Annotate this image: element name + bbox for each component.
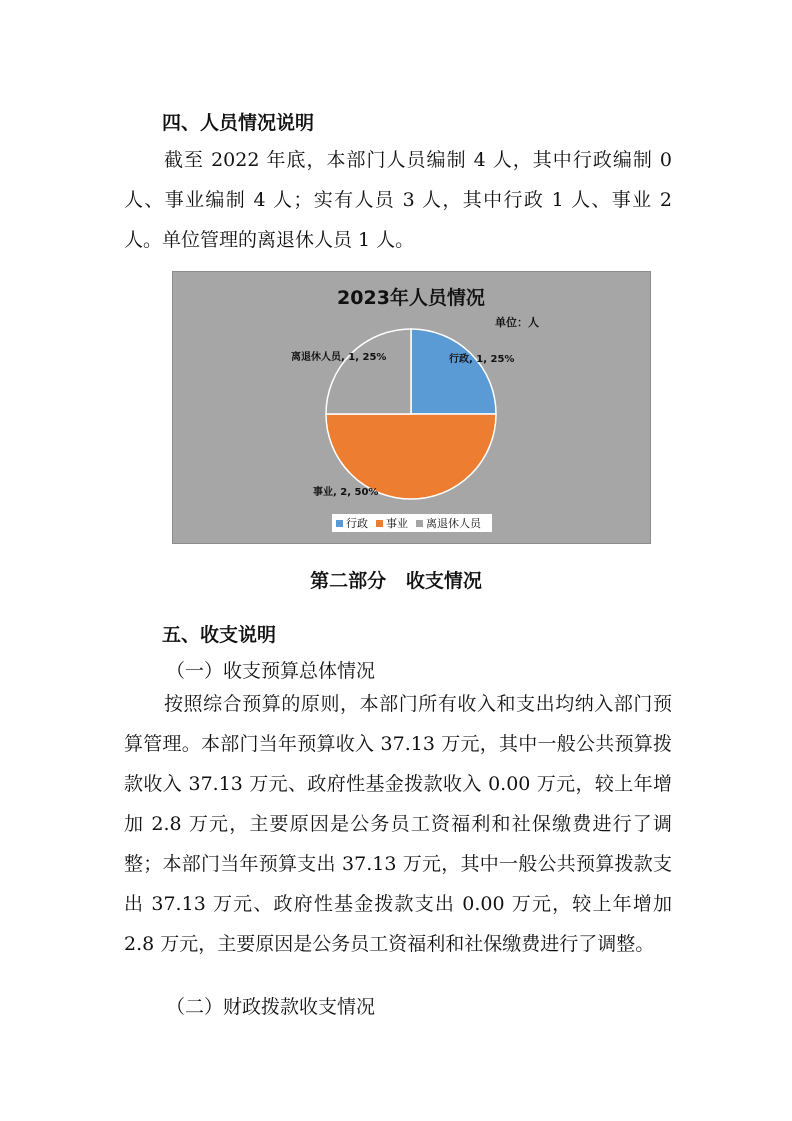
budget-text: 按照综合预算的原则，本部门所有收入和支出均纳入部门预算管理。本部门当年预算收入 37.13 万元，其中一般公共预算拨款收入 37.13 万元、政府性基金拨款收入 0.00 万元，较上年增加 2.8 万元，主要原因是公务员工资福利和社保缴费进行了调整；本部门当年预算支出 37.13 万元，其中一般公共预算拨款支出 37.13 万元、政府性基金拨款支出 0.00 万元，较上年增加 2.8 万元，主要原因是公务员工资福利和社保缴费进行了调整。 bbox=[124, 693, 672, 955]
data-label-shiye: 事业, 2, 50% bbox=[313, 487, 379, 498]
pie-slice-retired bbox=[326, 329, 411, 414]
legend-swatch-xingzheng bbox=[336, 520, 343, 527]
personnel-pie-chart bbox=[172, 271, 651, 544]
chart-title: 2023年人员情况 bbox=[337, 287, 485, 309]
part2-title: 第二部分 收支情况 bbox=[310, 570, 482, 592]
chart-unit-label: 单位：人 bbox=[495, 316, 539, 329]
subheading-budget-overall: （一）收支预算总体情况 bbox=[166, 660, 376, 682]
legend-swatch-retired bbox=[416, 520, 423, 527]
personnel-paragraph bbox=[124, 140, 672, 260]
section-heading-budget: 五、收支说明 bbox=[162, 624, 277, 646]
personnel-text: 截至 2022 年底，本部门人员编制 4 人，其中行政编制 0 人、事业编制 4 人；实有人员 3 人，其中行政 1 人、事业 2 人。单位管理的离退休人员 1 人。 bbox=[124, 149, 672, 251]
legend-item-xingzheng: 行政 bbox=[346, 517, 368, 530]
pie-slice-xingzheng bbox=[411, 329, 496, 414]
legend-item-shiye: 事业 bbox=[386, 517, 408, 530]
legend-item-retired: 离退休人员 bbox=[426, 517, 481, 530]
legend-swatch-shiye bbox=[376, 520, 383, 527]
section-heading-personnel: 四、人员情况说明 bbox=[162, 112, 315, 134]
subheading-fiscal-appropriation: （二）财政拨款收支情况 bbox=[166, 996, 376, 1018]
data-label-xingzheng: 行政, 1, 25% bbox=[449, 354, 515, 365]
pie-chart-svg bbox=[173, 272, 650, 543]
budget-paragraph bbox=[124, 684, 672, 964]
data-label-retired: 离退休人员, 1, 25% bbox=[291, 352, 387, 363]
chart-legend bbox=[332, 514, 492, 532]
